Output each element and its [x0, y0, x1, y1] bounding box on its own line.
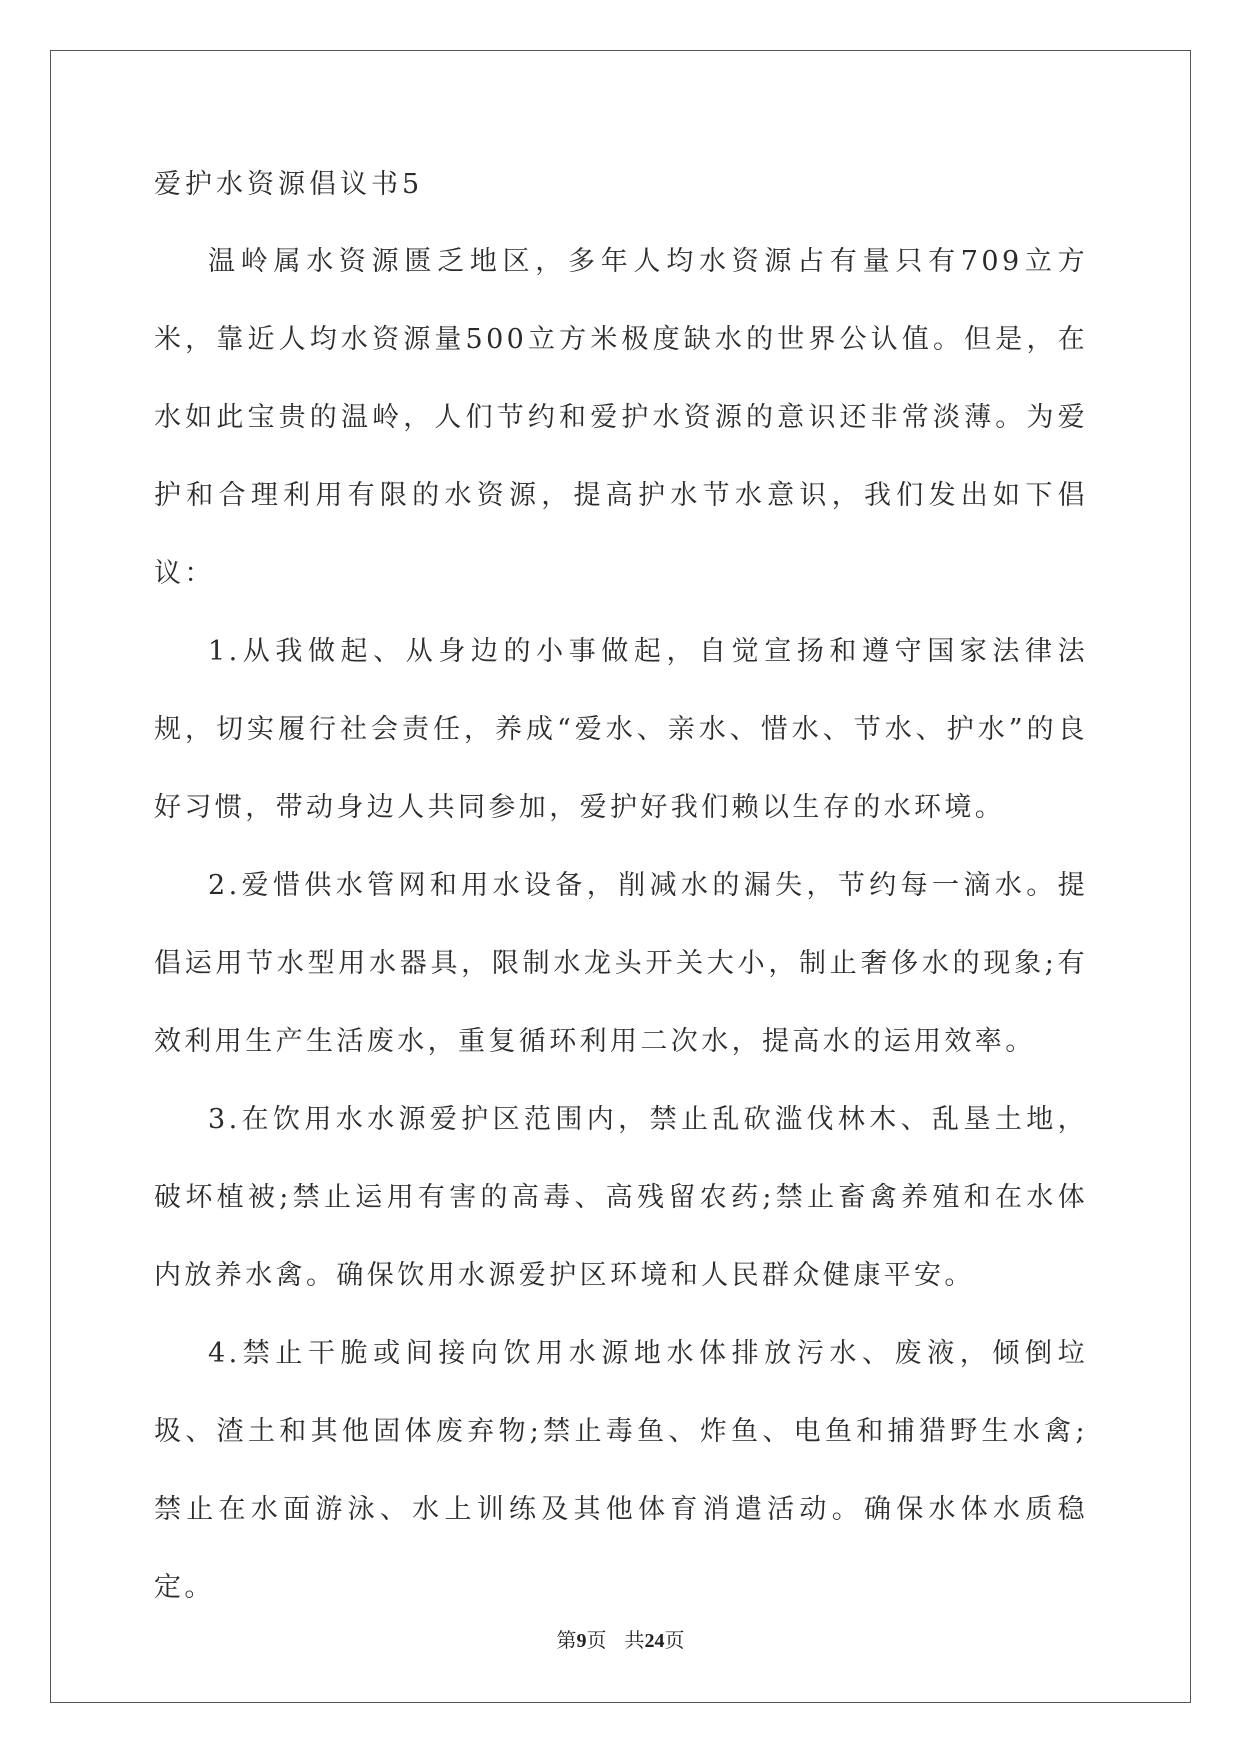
intro-paragraph: 温岭属水资源匮乏地区，多年人均水资源占有量只有709立方米，靠近人均水资源量500立方米极度缺水的世界公认值。但是，在水如此宝贵的温岭，人们节约和爱护水资源的意识还非常淡薄。为爱护和合理利用有限的水资源，提高护水节水意识，我们发出如下倡议：	[154, 246, 1088, 589]
document-body	[154, 165, 1088, 1627]
total-suffix: 页	[664, 1628, 685, 1652]
page-footer	[0, 1628, 1241, 1653]
total-pages: 24	[644, 1630, 665, 1652]
page-prefix: 第	[556, 1628, 577, 1652]
page-suffix: 页	[586, 1628, 607, 1652]
proposal-item-2: 2.爱惜供水管网和用水设备，削减水的漏失，节约每一滴水。提倡运用节水型用水器具，限制水龙头开关大小，制止奢侈水的现象;有效利用生产生活废水，重复循环利用二次水，提高水的运用效率。	[154, 870, 1088, 1057]
proposal-item-4: 4.禁止干脆或间接向饮用水源地水体排放污水、废液，倾倒垃圾、渣土和其他固体废弃物;禁止毒鱼、炸鱼、电鱼和捕猎野生水禽;禁止在水面游泳、水上训练及其他体育消遣活动。确保水体水质稳定。	[154, 1338, 1088, 1603]
proposal-item-1: 1.从我做起、从身边的小事做起，自觉宣扬和遵守国家法律法规，切实履行社会责任，养成“爱水、亲水、惜水、节水、护水”的良好习惯，带动身边人共同参加，爱护好我们赖以生存的水环境。	[154, 636, 1088, 823]
proposal-item-3: 3.在饮用水水源爱护区范围内，禁止乱砍滥伐林木、乱垦土地，破坏植被;禁止运用有害的高毒、高残留农药;禁止畜禽养殖和在水体内放养水禽。确保饮用水源爱护区环境和人民群众健康平安。	[154, 1104, 1088, 1291]
total-prefix: 共	[624, 1628, 645, 1652]
page-number: 9	[576, 1630, 587, 1652]
document-title: 爱护水资源倡议书5	[154, 169, 424, 200]
